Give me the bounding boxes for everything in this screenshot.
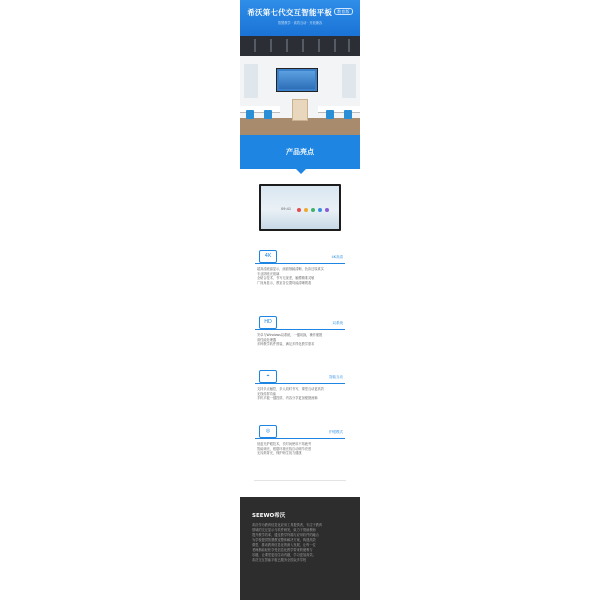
window	[342, 64, 356, 98]
feature-line: 多种教学软件预装，满足多样化教学需求	[257, 342, 315, 346]
ceiling-light	[334, 39, 336, 52]
feature-line: 无线传屏功能	[257, 391, 277, 396]
app-icon	[297, 208, 301, 212]
footer-line: 乐趣，让课堂更加生动有趣，学习更加高效。	[252, 553, 316, 557]
footer-line: 希沃作为教育信息化应用工具提供者，专注于教育	[252, 523, 323, 527]
feature-description	[257, 333, 345, 347]
page-title: 希沃第七代交互智能平板 $^{教育版}$	[240, 7, 360, 18]
feature-line: 超高清液晶显示，画面细腻清晰，色彩还原真实	[257, 267, 324, 271]
company-description	[252, 523, 348, 563]
feature-line: 专业防眩光玻璃	[257, 271, 280, 276]
footer-line: 领域的交互显示与软件研发，致力于帮助教师	[252, 528, 316, 532]
feature-tag: 智能互动	[329, 375, 343, 379]
divider	[254, 480, 346, 481]
edition-badge: 教育版	[334, 8, 353, 15]
brand-name: SEEWO希沃	[252, 513, 286, 519]
podium	[292, 99, 308, 121]
hero-banner	[240, 0, 360, 36]
chair	[246, 110, 254, 119]
feature-divider	[255, 383, 345, 384]
feature-divider	[255, 438, 345, 439]
footer-line: 提升教学效率，通过教学终端与应用软件的融合	[252, 533, 319, 537]
app-icon	[325, 208, 329, 212]
classroom-image	[240, 36, 360, 135]
ceiling-light	[270, 39, 272, 52]
ceiling-light	[318, 39, 320, 52]
feature-line: 低蓝光护眼技术，长时间使用不易疲劳	[257, 442, 312, 446]
eye-care-icon: ◎	[259, 425, 277, 438]
ceiling-light	[302, 39, 304, 52]
section-title: 产品亮点	[286, 148, 314, 156]
interaction-icon: ⌖	[259, 370, 277, 383]
feature-description	[257, 442, 345, 456]
chair	[326, 110, 334, 119]
section-header	[240, 135, 360, 169]
feature-line: 高性能处理器	[257, 337, 277, 342]
app-icon	[304, 208, 308, 212]
page-subtitle: 智慧教学 · 高效互动 · 开放兼容	[277, 21, 323, 25]
window	[244, 64, 258, 98]
footer-line: 希沃交互智能平板已服务全国众多学校	[252, 558, 307, 562]
app-icon	[318, 208, 322, 212]
wall-display	[276, 68, 318, 92]
feature-divider	[255, 329, 345, 330]
desk	[318, 106, 360, 113]
feature-divider	[255, 263, 345, 264]
feature-line: 支持多点触控，多人同时书写，课堂互动更高效	[257, 387, 324, 391]
feature-line: 智能调光，根据环境光线自动调节亮度	[257, 446, 312, 451]
device-screen	[261, 186, 339, 229]
footer-line: 为学校提供智慧教室整体解决方案，构建高效	[252, 538, 316, 542]
feature-tag: 护眼模式	[329, 430, 343, 434]
company-footer	[240, 497, 360, 600]
hd-icon: HD	[259, 316, 277, 329]
feature-description	[257, 267, 345, 285]
screen-clock: 09:41	[281, 207, 292, 211]
feature-tag: 4K高清	[331, 255, 343, 259]
ceiling	[240, 36, 360, 56]
ceiling-light	[348, 39, 350, 52]
feature-tag: 双系统	[332, 321, 343, 325]
feature-description	[257, 387, 345, 401]
feature-line: 安卓与Windows双系统，一键切换，操作便捷	[257, 333, 323, 337]
ceiling-light	[254, 39, 256, 52]
chair	[344, 110, 352, 119]
feature-line: 广视角显示，教室各位置均能清晰观看	[257, 280, 312, 285]
app-icon	[311, 208, 315, 212]
display-icon: 4K	[259, 250, 277, 263]
footer-line: 老师都能轻松享受信息化教学带来的便利与	[252, 548, 313, 552]
chair	[264, 110, 272, 119]
feature-line: 全贴合技术，书写无视差，触摸精准灵敏	[257, 276, 315, 280]
product-page	[240, 0, 360, 600]
product-image	[259, 184, 341, 231]
ceiling-light	[286, 39, 288, 52]
section-notch	[296, 169, 306, 174]
footer-line: 课堂，推动教育信息化的深入发展，让每一位	[252, 543, 316, 547]
feature-line: 手机平板一键投屏，内容分享更加便捷流畅	[257, 396, 318, 400]
feature-line: 无闪烁背光，保护师生视力健康	[257, 451, 302, 455]
